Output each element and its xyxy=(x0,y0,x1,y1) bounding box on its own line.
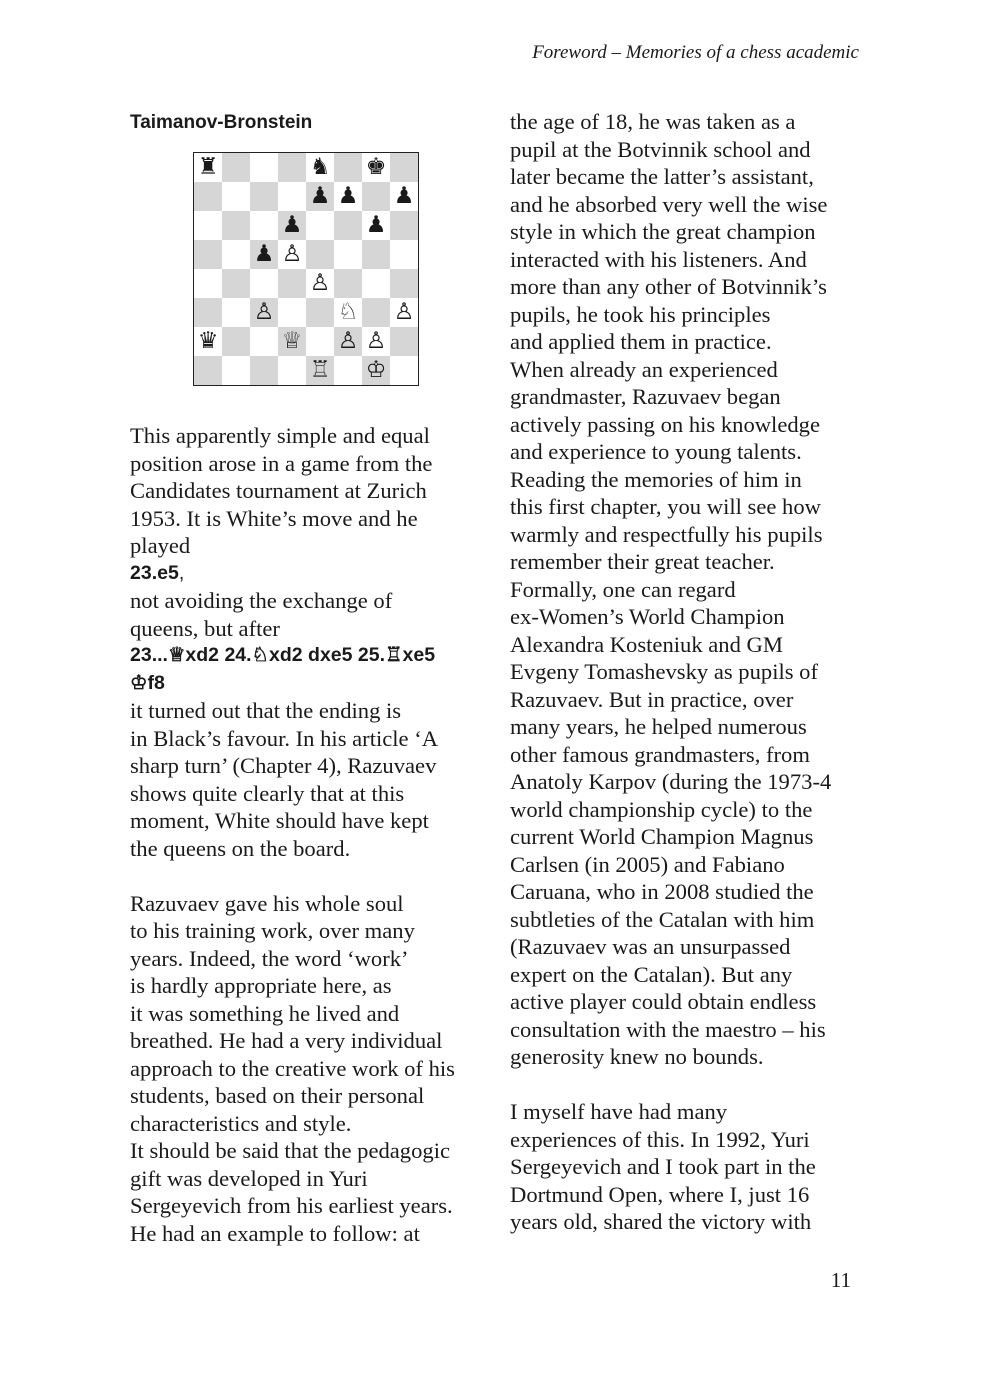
piece-square: ♛ xyxy=(194,327,222,356)
board-square xyxy=(222,211,250,240)
paragraph xyxy=(510,108,880,1071)
move-notation: 23...♕xd2 24.♘xd2 dxe5 25.♖xe5 xyxy=(130,644,436,666)
text-line: many years, he helped numerous xyxy=(510,714,807,739)
text-line: approach to the creative work of his xyxy=(130,1055,455,1081)
board-square xyxy=(390,327,418,356)
piece-square: ♙ xyxy=(250,298,278,327)
text-line: and he absorbed very well the wise xyxy=(510,191,828,217)
text-line: is hardly appropriate here, as xyxy=(130,973,392,998)
piece-square: ♞ xyxy=(306,153,334,182)
piece-square: ♖ xyxy=(306,356,334,385)
text-line: warmly and respectfully his pupils xyxy=(510,521,823,547)
text-line: Sergeyevich and I took part in the xyxy=(510,1154,816,1179)
text-line: not avoiding the exchange of xyxy=(130,588,393,613)
text-line: subtleties of the Catalan with him xyxy=(510,906,815,932)
text-line: shows quite clearly that at this xyxy=(130,780,405,806)
text-line: consultation with the maestro – his xyxy=(510,1016,826,1042)
text-line: gift was developed in Yuri xyxy=(130,1165,368,1191)
board-square xyxy=(250,356,278,385)
text-line: later became the latter’s assistant, xyxy=(510,164,814,189)
board-square xyxy=(222,153,250,182)
text-line: played xyxy=(130,533,191,558)
text-line: to his training work, over many xyxy=(130,918,415,943)
text-line: 1953. It is White’s move and he xyxy=(130,505,418,531)
text-line: Anatoly Karpov (during the 1973-4 xyxy=(510,769,832,794)
board-square xyxy=(334,153,362,182)
piece-square: ♙ xyxy=(362,327,390,356)
left-column xyxy=(130,108,490,1247)
text-line: He had an example to follow: at xyxy=(130,1220,420,1246)
board-square xyxy=(278,298,306,327)
running-head: Foreword – Memories of a chess academic xyxy=(532,42,859,63)
paragraph xyxy=(510,1098,880,1236)
page-number: 11 xyxy=(830,1268,851,1292)
board-square xyxy=(250,211,278,240)
board-square xyxy=(194,269,222,298)
board-square xyxy=(334,240,362,269)
board-square xyxy=(250,269,278,298)
text-line: and applied them in practice. xyxy=(510,329,772,354)
text-line: style in which the great champion xyxy=(510,219,816,244)
piece-square: ♜ xyxy=(194,153,222,182)
text-line: When already an experienced xyxy=(510,356,778,382)
board-square xyxy=(222,327,250,356)
text-line: position arose in a game from the xyxy=(130,450,433,476)
board-square xyxy=(222,269,250,298)
text-line: expert on the Catalan). But any xyxy=(510,961,793,987)
text-line: current World Champion Magnus xyxy=(510,824,814,849)
piece-square: ♟ xyxy=(306,182,334,211)
board-square xyxy=(362,240,390,269)
board-square xyxy=(278,153,306,182)
paragraph xyxy=(130,422,490,560)
board-square xyxy=(194,356,222,385)
text-line: It should be said that the pedagogic xyxy=(130,1138,450,1163)
text-line: queens, but after xyxy=(130,615,280,641)
diagram-title: Taimanov-Bronstein xyxy=(130,112,313,133)
piece-square: ♟ xyxy=(278,211,306,240)
board-square xyxy=(194,240,222,269)
piece-square: ♘ xyxy=(334,298,362,327)
paragraph xyxy=(130,697,490,862)
piece-square: ♟ xyxy=(250,240,278,269)
text-line: Razuvaev. But in practice, over xyxy=(510,686,794,712)
text-line: Dortmund Open, where I, just 16 xyxy=(510,1181,810,1207)
board-square xyxy=(390,240,418,269)
move-notation: ♔f8 xyxy=(130,671,165,694)
board-square xyxy=(390,211,418,240)
board-square xyxy=(194,211,222,240)
board-square xyxy=(250,153,278,182)
text-line: grandmaster, Razuvaev began xyxy=(510,384,781,409)
text-line: pupils, he took his principles xyxy=(510,301,771,327)
text-line: Caruana, who in 2008 studied the xyxy=(510,879,814,904)
text-line: generosity knew no bounds. xyxy=(510,1044,764,1069)
text-line: I myself have had many xyxy=(510,1099,728,1124)
text-line: Reading the memories of him in xyxy=(510,466,802,492)
text-line: in Black’s favour. In his article ‘A xyxy=(130,725,439,751)
piece-square: ♕ xyxy=(278,327,306,356)
text-line: active player could obtain endless xyxy=(510,989,817,1014)
text-line: actively passing on his knowledge xyxy=(510,411,820,437)
board-square xyxy=(362,182,390,211)
board-square xyxy=(362,269,390,298)
text-line: other famous grandmasters, from xyxy=(510,741,810,767)
right-column xyxy=(510,108,880,1236)
text-line: Razuvaev gave his whole soul xyxy=(130,890,404,916)
board-square xyxy=(250,182,278,211)
text-line: remember their great teacher. xyxy=(510,549,775,574)
board-square xyxy=(334,356,362,385)
text-line: students, based on their personal xyxy=(130,1083,425,1108)
chess-board xyxy=(193,152,419,386)
text-line: more than any other of Botvinnik’s xyxy=(510,274,827,299)
paragraph xyxy=(130,587,490,642)
text-line: interacted with his listeners. And xyxy=(510,246,807,272)
piece-square: ♟ xyxy=(362,211,390,240)
text-line: characteristics and style. xyxy=(130,1110,352,1136)
text-line: it turned out that the ending is xyxy=(130,698,402,723)
chess-diagram xyxy=(193,152,490,386)
text-line: moment, White should have kept xyxy=(130,808,429,833)
board-square xyxy=(306,298,334,327)
piece-square: ♚ xyxy=(362,153,390,182)
piece-square: ♟ xyxy=(390,182,418,211)
piece-square: ♟ xyxy=(334,182,362,211)
text-line: it was something he lived and xyxy=(130,1000,400,1026)
board-square xyxy=(334,211,362,240)
text-line: pupil at the Botvinnik school and xyxy=(510,136,811,162)
board-square xyxy=(306,327,334,356)
text-line: this first chapter, you will see how xyxy=(510,494,821,519)
piece-square: ♙ xyxy=(306,269,334,298)
text-line: the age of 18, he was taken as a xyxy=(510,109,796,134)
piece-square: ♔ xyxy=(362,356,390,385)
board-square xyxy=(222,356,250,385)
board-square xyxy=(194,298,222,327)
text-line: world championship cycle) to the xyxy=(510,796,813,822)
text-line: (Razuvaev was an unsurpassed xyxy=(510,934,791,959)
board-square xyxy=(222,182,250,211)
text-line: experiences of this. In 1992, Yuri xyxy=(510,1126,810,1152)
text-line: Formally, one can regard xyxy=(510,576,736,602)
text-line: sharp turn’ (Chapter 4), Razuvaev xyxy=(130,753,437,778)
board-square xyxy=(334,269,362,298)
board-square xyxy=(278,356,306,385)
text-line: years. Indeed, the word ‘work’ xyxy=(130,945,409,971)
paragraph xyxy=(130,890,490,1248)
text-line: Carlsen (in 2005) and Fabiano xyxy=(510,851,785,877)
text-line: Candidates tournament at Zurich xyxy=(130,478,427,503)
board-square xyxy=(250,327,278,356)
text-line: ex-Women’s World Champion xyxy=(510,604,785,629)
text-line: and experience to young talents. xyxy=(510,439,802,464)
piece-square: ♙ xyxy=(278,240,306,269)
piece-square: ♙ xyxy=(334,327,362,356)
text-line: breathed. He had a very individual xyxy=(130,1028,443,1053)
board-square xyxy=(306,240,334,269)
text-line: the queens on the board. xyxy=(130,835,351,861)
text-line: This apparently simple and equal xyxy=(130,423,430,448)
board-square xyxy=(390,269,418,298)
text-line: Evgeny Tomashevsky as pupils of xyxy=(510,659,819,684)
board-square xyxy=(222,240,250,269)
board-square xyxy=(362,298,390,327)
board-square xyxy=(306,211,334,240)
move-notation: 23.e5, xyxy=(130,561,185,584)
text-line: years old, shared the victory with xyxy=(510,1209,812,1234)
board-square xyxy=(390,356,418,385)
text-line: Sergeyevich from his earliest years. xyxy=(130,1193,453,1218)
board-square xyxy=(278,269,306,298)
board-square xyxy=(194,182,222,211)
board-square xyxy=(222,298,250,327)
piece-square: ♙ xyxy=(390,298,418,327)
board-square xyxy=(278,182,306,211)
board-square xyxy=(390,153,418,182)
text-line: Alexandra Kosteniuk and GM xyxy=(510,631,783,657)
